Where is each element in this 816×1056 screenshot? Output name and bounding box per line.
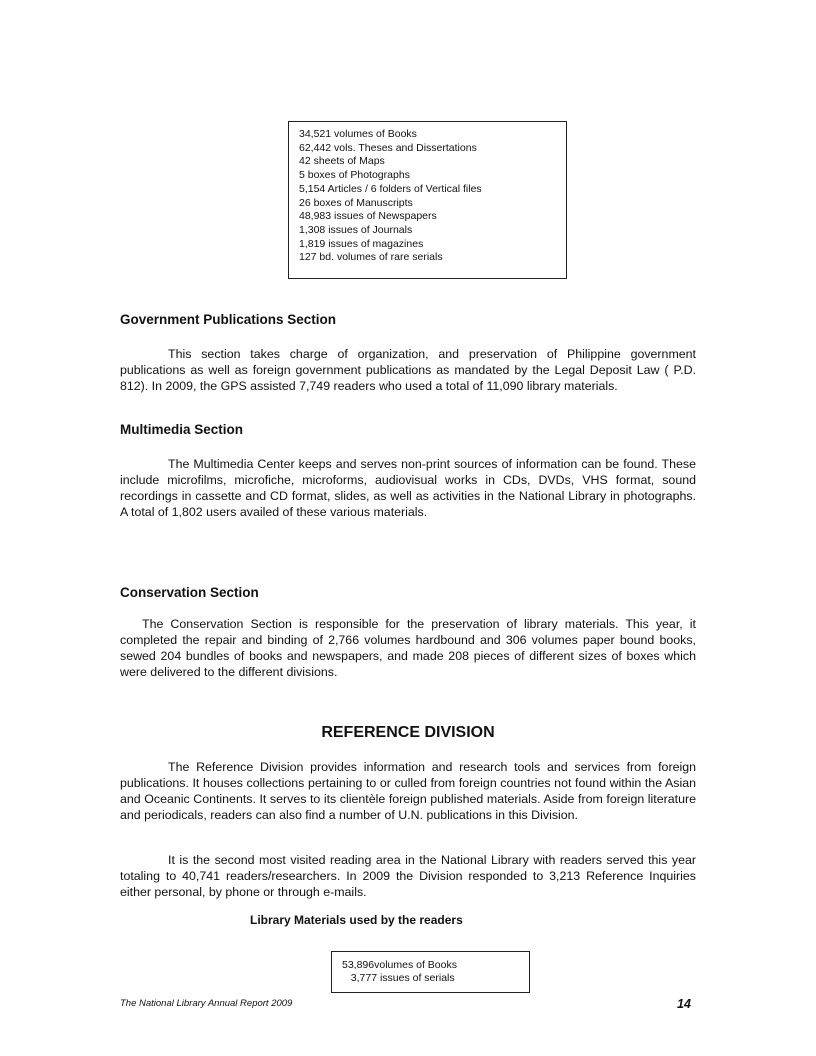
- multimedia-paragraph: The Multimedia Center keeps and serves non-print sources of information can be found. These include microfilms, microfiche, microforms, audiovisual works in CDs, DVDs, VHS format, sound recordings in cassette and CD format, slides, as well as activities in the National Library in photographs. A total of 1,802 users availed of these various materials.: [120, 457, 696, 519]
- holdings-line: 127 bd. volumes of rare serials: [299, 251, 443, 264]
- holdings-line: 26 boxes of Manuscripts: [299, 196, 413, 209]
- holdings-summary-box: [288, 121, 567, 279]
- holdings-line: 1,819 issues of magazines: [299, 237, 424, 250]
- reference-paragraph-2: It is the second most visited reading area in the National Library with readers served this year totaling to 40,741 readers/researchers. In 2009 the Division responded to 3,213 Reference Inquiries either personal, by phone or through e-mails.: [120, 853, 696, 899]
- reference-division-title: REFERENCE DIVISION: [321, 724, 495, 741]
- footer-report-title: The National Library Annual Report 2009: [120, 998, 293, 1009]
- holdings-line: 48,983 issues of Newspapers: [299, 210, 437, 223]
- gps-heading: Government Publications Section: [120, 312, 337, 327]
- holdings-line: 5,154 Articles / 6 folders of Vertical files: [299, 182, 482, 195]
- page-number: 14: [677, 997, 691, 1011]
- materials-line: 53,896volumes of Books: [342, 959, 457, 971]
- conservation-paragraph: The Conservation Section is responsible for the preservation of library materials. This year, it completed the repair and binding of 2,766 volumes hardbound and 306 volumes paper bound books, sewed 204 bundles of books and newspapers, and made 208 pieces of different sizes of boxes which were delivered to the different divisions.: [120, 617, 696, 679]
- gps-paragraph: This section takes charge of organization, and preservation of Philippine government publications as well as foreign government publications as mandated by the Legal Deposit Law ( P.D. 812). In 2009, the GPS assisted 7,749 readers who used a total of 11,090 library materials.: [120, 347, 696, 393]
- holdings-line: 42 sheets of Maps: [299, 155, 385, 168]
- holdings-line: 1,308 issues of Journals: [299, 223, 413, 236]
- holdings-line: 5 boxes of Photographs: [299, 169, 410, 182]
- reference-paragraph-1: The Reference Division provides information and research tools and services from foreign publications. It houses collections pertaining to or culled from foreign countries not found within the Asian and Oceanic Continents. It serves to its clientèle foreign published materials. Aside from foreign literature and periodicals, readers can also find a number of U.N. publications in this Division.: [120, 760, 696, 822]
- conservation-heading: Conservation Section: [120, 585, 259, 600]
- holdings-line: 34,521 volumes of Books: [299, 128, 417, 140]
- materials-line: 3,777 issues of serials: [342, 972, 455, 984]
- multimedia-heading: Multimedia Section: [120, 422, 244, 437]
- holdings-line: 62,442 vols. Theses and Dissertations: [299, 141, 477, 154]
- materials-used-box: [331, 951, 530, 993]
- materials-caption: Library Materials used by the readers: [250, 913, 463, 927]
